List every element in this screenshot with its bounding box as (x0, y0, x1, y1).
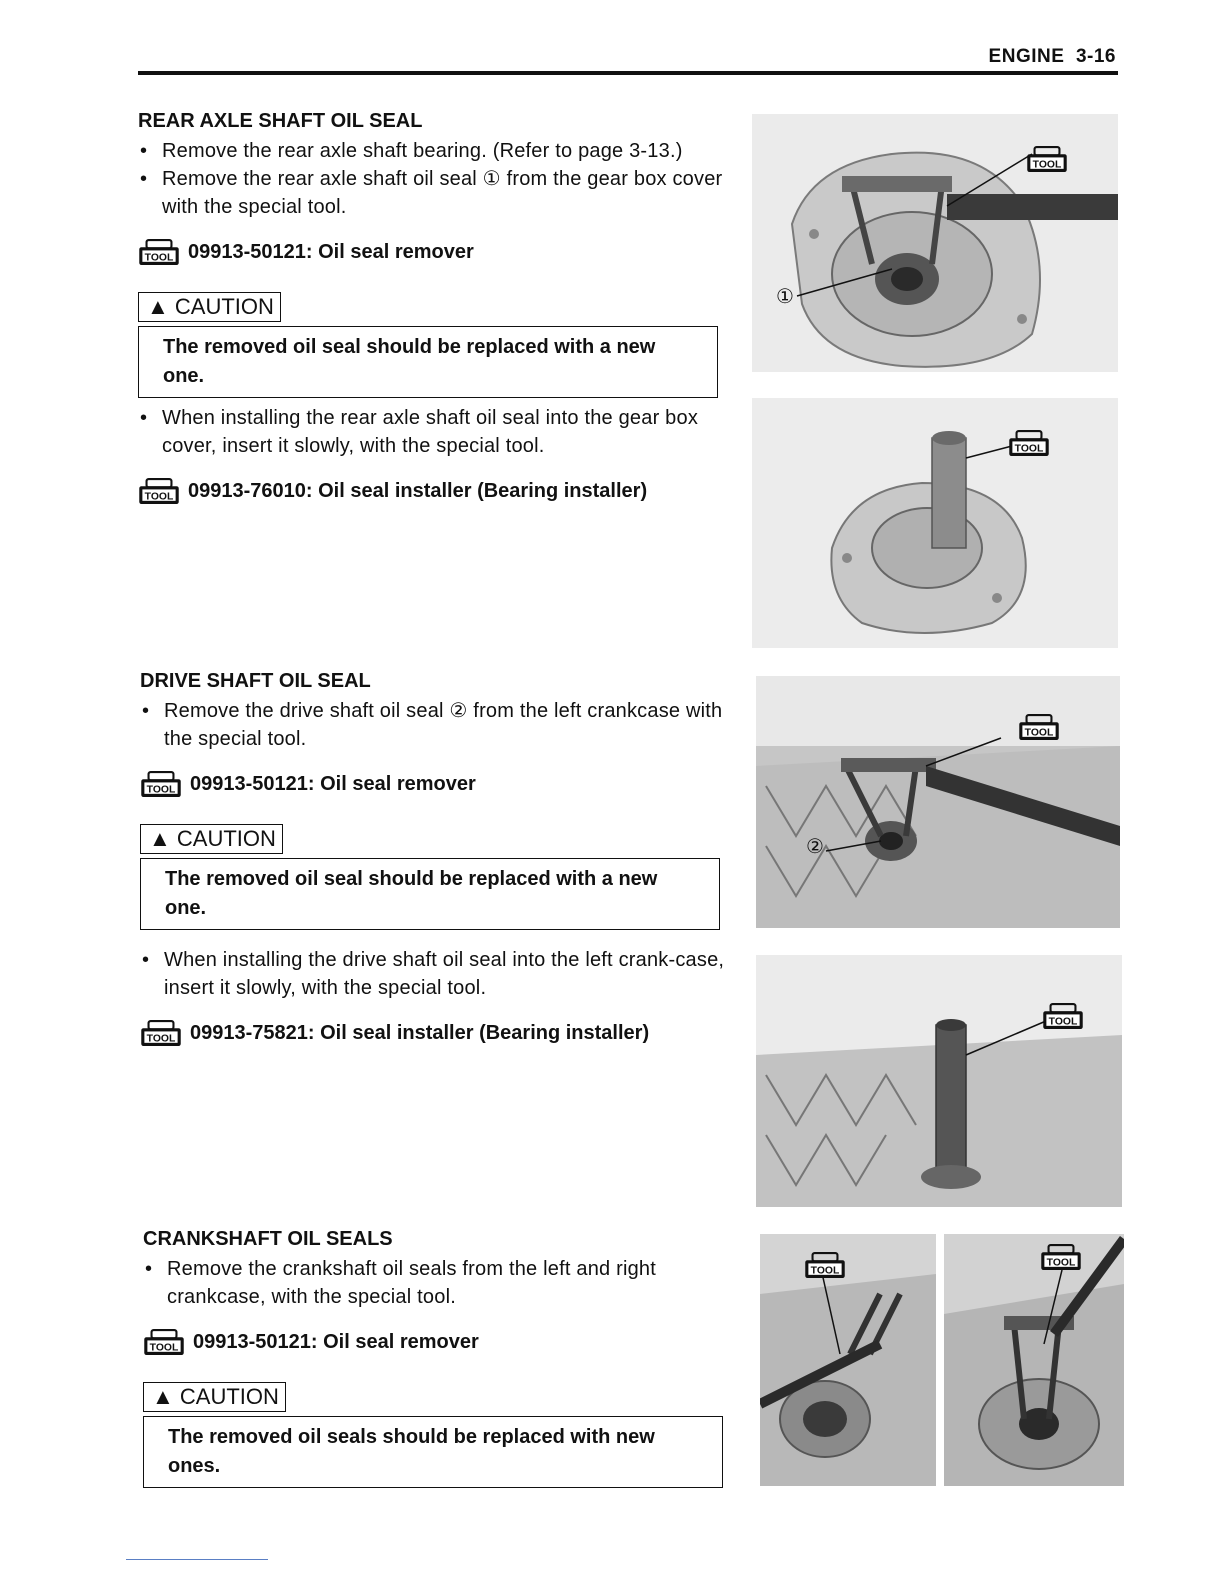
tool-icon (1042, 1003, 1084, 1030)
tool-text: 09913-50121: Oil seal remover (188, 241, 474, 263)
tool-text: 09913-75821: Oil seal installer (Bearing installer) (190, 1022, 650, 1044)
tool-icon (138, 239, 180, 266)
tool-reference (138, 478, 728, 505)
bullet-item: • Remove the rear axle shaft oil seal ① from the gear box cover with the special tool. (138, 165, 728, 221)
tool-icon (1008, 430, 1050, 457)
tool-reference (140, 771, 730, 798)
caution-label: ▲ CAUTION (138, 292, 281, 322)
tool-reference (138, 239, 728, 266)
bullet-item: • Remove the crankshaft oil seals from the left and right crankcase, with the special tool. (143, 1255, 733, 1311)
tool-reference (143, 1329, 733, 1356)
photo-drive-shaft-seal-removal (756, 676, 1120, 928)
callout-number: ② (806, 836, 824, 858)
warning-icon: ▲ (147, 294, 169, 319)
bullet-item: • Remove the drive shaft oil seal ② from the left crankcase with the special tool. (140, 697, 730, 753)
photo-crankshaft-seal-left (760, 1234, 936, 1486)
section-drive-shaft (140, 670, 730, 1047)
photo-gearbox-seal-install (752, 398, 1118, 648)
tool-icon (1018, 714, 1060, 741)
caution-box: The removed oil seals should be replaced with new ones. (143, 1416, 723, 1488)
bullet-item: • Remove the rear axle shaft bearing. (Refer to page 3-13.) (138, 137, 728, 165)
bullet-item: • When installing the rear axle shaft oil seal into the gear box cover, insert it slowly, with the special tool. (138, 404, 728, 460)
warning-icon: ▲ (149, 826, 171, 851)
photo-drive-shaft-seal-install (756, 955, 1122, 1207)
section-rear-axle (138, 110, 728, 505)
tool-text: 09913-76010: Oil seal installer (Bearing installer) (188, 480, 648, 502)
tool-text: 09913-50121: Oil seal remover (190, 773, 476, 795)
tool-icon (140, 1020, 182, 1047)
tool-icon (1040, 1244, 1082, 1271)
warning-icon: ▲ (152, 1384, 174, 1409)
tool-icon (138, 478, 180, 505)
footer-rule (126, 1559, 268, 1560)
photo-gearbox-seal-removal (752, 114, 1118, 372)
caution-box: The removed oil seal should be replaced with a new one. (138, 326, 718, 398)
tool-icon (140, 771, 182, 798)
caution-label: ▲ CAUTION (140, 824, 283, 854)
tool-text: 09913-50121: Oil seal remover (193, 1331, 479, 1353)
tool-icon (1026, 146, 1068, 173)
bullet-item: • When installing the drive shaft oil seal into the left crank-case, insert it slowly, with the special tool. (140, 946, 730, 1002)
tool-icon (143, 1329, 185, 1356)
section-title: CRANKSHAFT OIL SEALS (143, 1228, 393, 1250)
tool-icon (804, 1252, 846, 1279)
header-rule (138, 71, 1118, 75)
tool-reference (140, 1020, 730, 1047)
header-section: ENGINE (988, 46, 1065, 67)
section-crankshaft (143, 1228, 733, 1488)
header-page-number: 3-16 (1075, 46, 1116, 67)
page-header (989, 46, 1116, 68)
section-title: DRIVE SHAFT OIL SEAL (140, 670, 371, 692)
section-title: REAR AXLE SHAFT OIL SEAL (138, 110, 423, 132)
callout-number: ① (776, 286, 794, 308)
photo-crankshaft-seal-right (944, 1234, 1124, 1486)
caution-box: The removed oil seal should be replaced with a new one. (140, 858, 720, 930)
caution-label: ▲ CAUTION (143, 1382, 286, 1412)
